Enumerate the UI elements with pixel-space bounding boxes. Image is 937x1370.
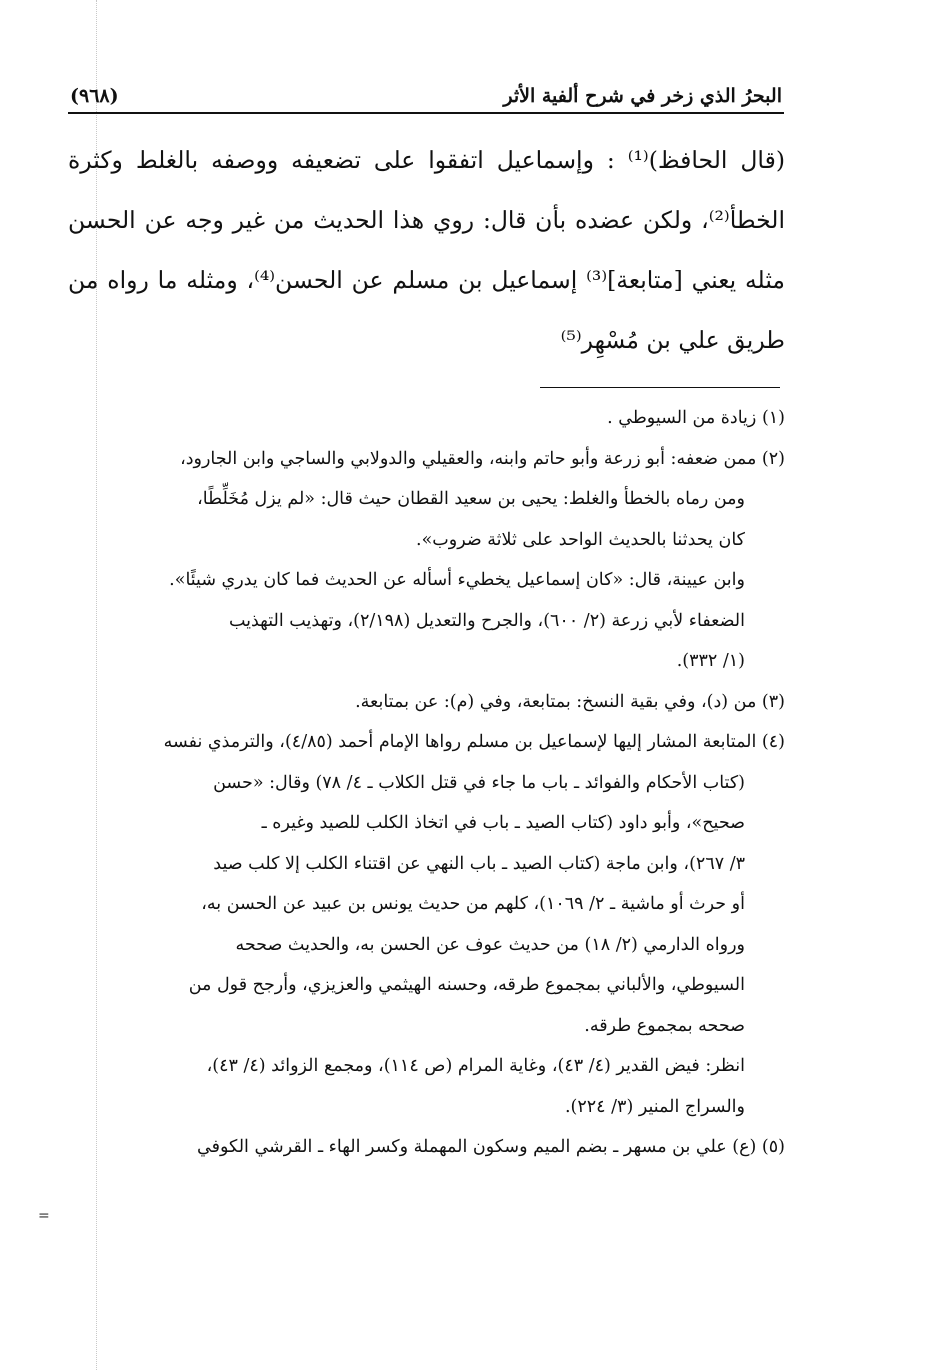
footnotes-block (68, 398, 785, 1168)
running-title: البحرُ الذي زخر في شرح ألفية الأثر (503, 85, 782, 107)
footnote-4-line: انظر: فيض القدير (٤/ ٤٣)، وغاية المرام (ص ١١٤)، ومجمع الزوائد (٤/ ٤٣)، (206, 1056, 745, 1076)
footnote-3: (٣) من (د)، وفي بقية النسخ: بمتابعة، وفي (م): عن بمتابعة. (355, 691, 785, 712)
footnote-4-line: والسراج المنير (٣/ ٢٢٤). (564, 1096, 745, 1117)
footnote-4-line: (٤) المتابعة المشار إليها لإسماعيل بن مسلم رواها الإمام أحمد (٤/٨٥)، والترمذي نفسه (163, 732, 785, 752)
footnote-2-line: (٢) ممن ضعفه: أبو زرعة وأبو حاتم وابنه، والعقيلي والدولابي والساجي وابن الجارود، (180, 448, 785, 469)
main-text-block (68, 130, 785, 370)
footnote-2-line: كان يحدثنا بالحديث الواحد على ثلاثة ضروب». (416, 529, 745, 550)
header-rule (68, 112, 784, 114)
footnote-2-line: (١/ ٣٣٢). (676, 651, 745, 671)
footnote-4-line: ورواه الدارمي (٢/ ١٨) من حديث عوف عن الحسن به، والحديث صححه (235, 934, 745, 955)
main-paragraph: (قال الحافظ)⁽¹⁾ : وإسماعيل اتفقوا على تضعيفه ووصفه بالغلط وكثرة الخطأ⁽²⁾، ولكن عضده بأن قال: روي هذا الحديث من غير وجه عن الحسن مثله يعني [متابعة]⁽³⁾ إسماعيل بن مسلم عن الحسن⁽⁴⁾، ومثله ما رواه من طريق علي بن مُسْهِر⁽⁵⁾ (68, 146, 786, 354)
page-number: (٩٦٨) (70, 85, 119, 107)
footnote-4-line: أو حرث أو ماشية ـ ٢/ ١٠٦٩)، كلهم من حديث يونس بن عبيد عن الحسن به، (201, 894, 745, 914)
page-header (70, 78, 782, 114)
footnote-separator (540, 387, 780, 388)
footnote-5: (٥) (ع) علي بن مسهر ـ بضم الميم وسكون المهملة وكسر الهاء ـ القرشي الكوفي (197, 1137, 785, 1157)
footnote-4-line: (كتاب الأحكام والفوائد ـ باب ما جاء في قتل الكلاب ـ ٤/ ٧٨) وقال: «حسن (213, 772, 745, 793)
footnote-2-line: الضعفاء لأبي زرعة (٢/ ٦٠٠)، والجرح والتعديل (٢/١٩٨)، وتهذيب التهذيب (228, 610, 745, 631)
footnote-1: (١) زيادة من السيوطي . (607, 408, 785, 428)
footnote-4-line: ٣/ ٢٦٧)، وابن ماجة (كتاب الصيد ـ باب النهي عن اقتناء الكلب إلا كلب صيد (213, 853, 745, 874)
footnote-4-line: السيوطي، والألباني بمجموع طرقه، وحسنه الهيثمي والعزيزي، وأرجح قول من (188, 975, 745, 995)
footnote-2-line: وابن عيينة، قال: «كان إسماعيل يخطيء أسأله عن الحديث فما كان يدري شيئًا». (169, 570, 745, 590)
footnote-2-line: ومن رماه بالخطأ والغلط: يحيى بن سعيد القطان حيث قال: «لم يزل مُخَلِّطًا، (197, 489, 745, 509)
margin-continuation-mark: = (38, 1208, 50, 1224)
footnote-4-line: صححه بمجموع طرقه. (584, 1015, 745, 1036)
footnote-4-line: صحيح»، وأبو داود (كتاب الصيد ـ باب في اتخاذ الكلب للصيد وغيره ـ (261, 813, 745, 833)
